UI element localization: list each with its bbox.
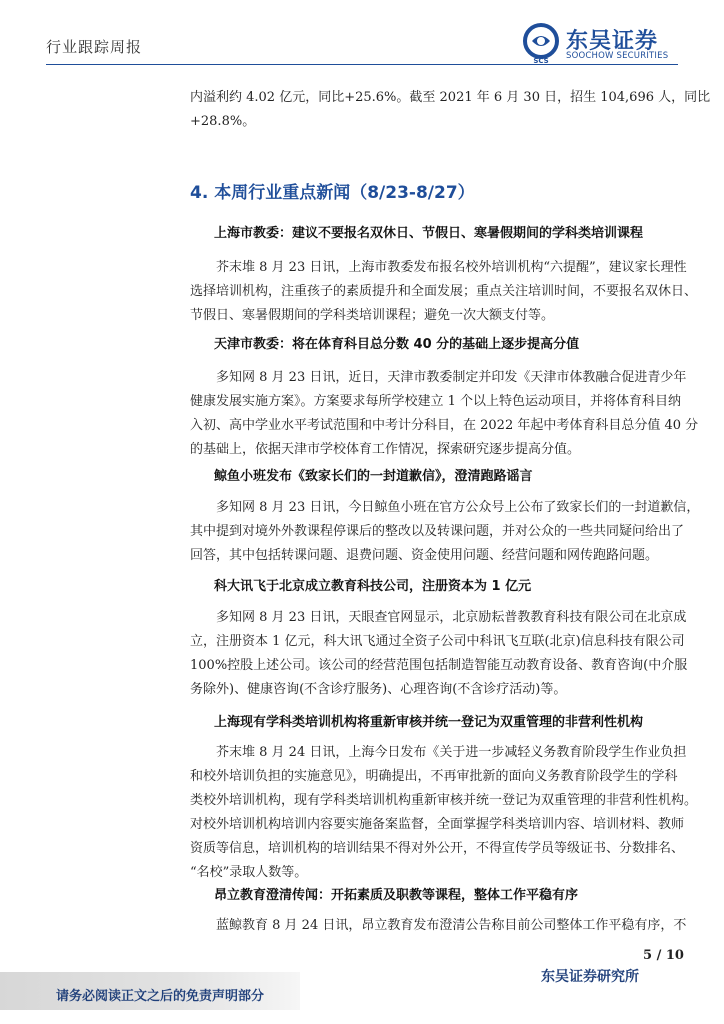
section-heading: 4. 本周行业重点新闻（8/23-8/27）: [190, 183, 475, 203]
paragraph-line: 和校外培训负担的实施意见》，明确提出，不再审批新的面向义务教育阶段学生的学科: [190, 769, 678, 784]
news-title: 上海现有学科类培训机构将重新审核并统一登记为双重管理的非营利性机构: [214, 715, 644, 730]
logo-chinese-name: 东吴证券: [566, 29, 659, 54]
paragraph-line: 内溢利约 4.02 亿元，同比+25.6%。截至 2021 年 6 月 30 日，招生 104,696 人，同比: [190, 90, 711, 105]
paragraph-line: 芥末堆 8 月 24 日讯，上海今日发布《关于进一步减轻义务教育阶段学生作业负担: [216, 745, 687, 760]
paragraph-line: 对校外培训机构培训内容要实施备案监督，全面掌握学科类培训内容、培训材料、教师: [190, 817, 685, 832]
news-body: [190, 606, 688, 702]
soochow-logo-icon: [520, 22, 562, 64]
news-body: [190, 914, 687, 938]
paragraph-line: 回答，其中包括转课问题、退费问题、资金使用问题、经营问题和网传跑路问题。: [190, 548, 659, 563]
paragraph-line: 选择培训机构，注重孩子的素质提升和全面发展；重点关注培训时间，不要报名双休日、: [190, 284, 698, 299]
paragraph-line: 入初、高中学业水平考试范围和中考计分科目，在 2022 年起中考体育科目总分值 40 分: [190, 418, 699, 433]
paragraph-line: 多知网 8 月 23 日讯，天眼查官网显示，北京励耘普教教育科技有限公司在北京成: [216, 610, 687, 625]
paragraph-line: 节假日、寒暑假期间的学科类培训课程；避免一次大额支付等。: [190, 308, 555, 323]
report-type-label: 行业跟踪周报: [46, 38, 143, 56]
news-title: 昂立教育澄清传闻：开拓素质及职教等课程，整体工作平稳有序: [214, 888, 579, 903]
paragraph-line: “名校”录取人数等。: [190, 865, 308, 880]
brand-logo: [520, 22, 690, 64]
research-institute-name: 东吴证券研究所: [541, 969, 639, 985]
news-body: [190, 256, 698, 328]
paragraph-line: 类校外培训机构，现有学科类培训机构重新审核并统一登记为双重管理的非营利性机构。: [190, 793, 698, 808]
news-body: [190, 741, 698, 885]
paragraph-line: 资质等信息，培训机构的培训结果不得对外公开，不得宣传学员等级证书、分数排名、: [190, 841, 685, 856]
news-title: 上海市教委：建议不要报名双休日、节假日、寒暑假期间的学科类培训课程: [214, 226, 644, 241]
disclaimer-notice: 请务必阅读正文之后的免责声明部分: [56, 989, 265, 1004]
news-title: 科大讯飞于北京成立教育科技公司，注册资本为 1 亿元: [214, 579, 532, 594]
paragraph-line: +28.8%。: [190, 114, 256, 129]
logo-english-name: SOOCHOW SECURITIES: [566, 51, 669, 61]
news-title: 鲸鱼小班发布《致家长们的一封道歉信》，澄清跑路谣言: [214, 469, 533, 484]
paragraph-line: 其中提到对境外外教课程停课后的整改以及转课问题，并对公众的一些共同疑问给出了: [190, 524, 685, 539]
paragraph-line: 芥末堆 8 月 23 日讯，上海市教委发布报名校外培训机构“六提醒”，建议家长理性: [216, 260, 687, 275]
logo-abbr: SCS: [533, 57, 549, 64]
page-number: 5 / 10: [643, 948, 684, 963]
paragraph-line: 立，注册资本 1 亿元，科大讯飞通过全资子公司中科讯飞互联(北京)信息科技有限公司: [190, 634, 685, 649]
paragraph-line: 蓝鲸教育 8 月 24 日讯，昂立教育发布澄清公告称目前公司整体工作平稳有序，不: [216, 918, 687, 933]
paragraph-line: 务除外)、健康咨询(不含诊疗服务)、心理咨询(不含诊疗活动)等。: [190, 682, 567, 697]
paragraph-line: 多知网 8 月 23 日讯，今日鲸鱼小班在官方公众号上公布了致家长们的一封道歉信，: [216, 500, 700, 515]
paragraph-line: 的基础上，依据天津市学校体育工作情况，探索研究逐步提高分值。: [190, 442, 581, 457]
intro-paragraph: [190, 86, 711, 134]
header-divider: [46, 64, 678, 65]
paragraph-line: 健康发展实施方案》。方案要求每所学校建立 1 个以上特色运动项目，并将体育科目纳: [190, 394, 682, 409]
news-body: [190, 366, 699, 462]
paragraph-line: 多知网 8 月 23 日讯，近日，天津市教委制定并印发《天津市体教融合促进青少年: [216, 370, 687, 385]
news-title: 天津市教委：将在体育科目总分数 40 分的基础上逐步提高分值: [214, 337, 580, 352]
paragraph-line: 100%控股上述公司。该公司的经营范围包括制造智能互动教育设备、教育咨询(中介服: [190, 658, 688, 673]
news-body: [190, 496, 700, 568]
